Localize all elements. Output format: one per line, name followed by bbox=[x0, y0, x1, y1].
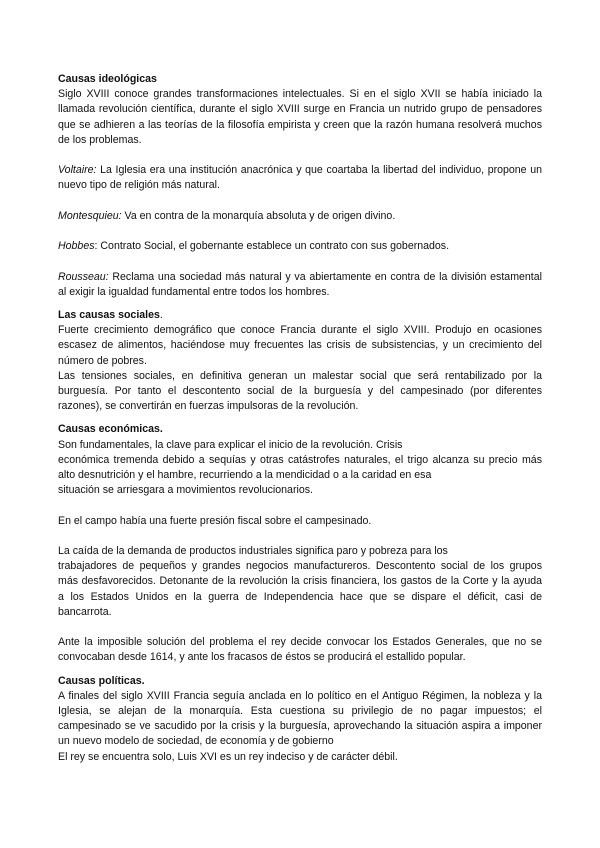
hobbes-text: : Contrato Social, el gobernante establece un contrato con sus gobernados. bbox=[94, 240, 450, 253]
voltaire-text: La Iglesia era una institución anacrónica y que coartaba la libertad del individuo, propone un bbox=[96, 164, 542, 177]
montesquieu-name: Montesquieu: bbox=[58, 209, 122, 222]
montesquieu-line bbox=[58, 209, 542, 224]
paragraph-line: que se adhieren a las teorías de la filosofía empirista y creen que la razón humana resolverá muchos bbox=[58, 118, 542, 131]
paragraph-line: nuevo tipo de religión más natural. bbox=[58, 179, 220, 192]
paragraph-line: convocaban desde 1614, y ante los fracasos de éstos se producirá el estallido popular. bbox=[58, 651, 466, 664]
heading-causas-ideologicas: Causas ideológicas bbox=[58, 73, 157, 85]
paragraph-line: Fuerte crecimiento demográfico que conoce Francia durante el siglo XVIII. Produjo en ocasiones bbox=[58, 324, 542, 337]
paragraph-line: bancarrota. bbox=[58, 605, 112, 618]
voltaire-line bbox=[58, 163, 542, 178]
paragraph-line: Son fundamentales, la clave para explicar el inicio de la revolución. Crisis bbox=[58, 438, 403, 451]
hobbes-name: Hobbes bbox=[58, 240, 95, 253]
heading-causas-sociales-line bbox=[58, 308, 542, 323]
voltaire-name: Voltaire: bbox=[58, 164, 97, 177]
paragraph-line: El rey se encuentra solo, Luis XVI es un rey indeciso y de carácter débil. bbox=[58, 750, 398, 763]
paragraph-line: Siglo XVIII conoce grandes transformaciones intelectuales. Si en el siglo XVII se había iniciado la bbox=[58, 88, 542, 101]
hobbes-line bbox=[58, 239, 542, 254]
paragraph-line: a los Estados Unidos en la guerra de Independencia hace que se dispare el déficit, casi de bbox=[58, 590, 542, 603]
rousseau-text: Reclama una sociedad más natural y va abiertamente en contra de la división estamental bbox=[108, 270, 542, 283]
paragraph-line: A finales del siglo XVIII Francia seguía anclada en lo político en el Antiguo Régimen, la nobleza y la bbox=[58, 689, 542, 702]
rousseau-name: Rousseau: bbox=[58, 270, 109, 283]
paragraph-line: situación se arriesgara a movimientos revolucionarios. bbox=[58, 484, 313, 497]
paragraph-line: En el campo había una fuerte presión fiscal sobre el campesinado. bbox=[58, 514, 372, 527]
paragraph-line: La caída de la demanda de productos industriales significa paro y pobreza para los bbox=[58, 545, 448, 557]
paragraph-line: Iglesia, se alejan de la monarquía. Esta cuestiona su privilegio de no pagar impuestos; el bbox=[58, 705, 542, 718]
paragraph-line: al exigir la igualdad fundamental entre todos los hombres. bbox=[58, 285, 330, 298]
paragraph-line: número de pobres. bbox=[58, 354, 147, 367]
heading-causas-politicas: Causas políticas. bbox=[58, 674, 145, 687]
paragraph-line: llamada revolución científica, durante el siglo XVIII surge en Francia un nutrido grupo de pensadores bbox=[58, 103, 542, 116]
paragraph-line: trabajadores de pequeños y grandes negocios manufactureros. Descontento social de los grupos bbox=[58, 560, 542, 573]
paragraph-line: razones), se convertirán en fuerzas impulsoras de la revolución. bbox=[58, 400, 359, 413]
paragraph-line: más desfavorecidos. Detonante de la revolución la crisis financiera, los gastos de la Corte y la ayuda bbox=[58, 575, 542, 588]
paragraph-line: alto desnutrición y el hambre, recurriendo a la mendicidad o a la caridad en esa bbox=[58, 469, 432, 482]
paragraph-line: escasez de alimentos, haciéndose muy frecuentes las crisis de subsistencias, y un crecimiento del bbox=[58, 339, 542, 352]
paragraph-line: de los problemas. bbox=[58, 133, 142, 146]
paragraph-line: Las tensiones sociales, en definitiva generan un malestar social que será rentabilizado por la bbox=[58, 369, 542, 382]
rousseau-line bbox=[58, 270, 542, 285]
montesquieu-text: Va en contra de la monarquía absoluta y de origen divino. bbox=[121, 209, 396, 222]
heading-causas-economicas: Causas económicas. bbox=[58, 423, 163, 436]
paragraph-line: económica tremenda debido a sequías y otras catástrofes naturales, el trigo alcanza su precio más bbox=[58, 453, 542, 466]
paragraph-line: Ante la imposible solución del problema el rey decide convocar los Estados Generales, que no se bbox=[58, 636, 542, 649]
heading-suffix: . bbox=[159, 308, 163, 321]
paragraph-line: un nuevo modelo de sociedad, de economía y de gobierno bbox=[58, 735, 334, 748]
paragraph-line: burguesía. Por tanto el descontento social de la burguesía y del campesinado (por diferentes bbox=[58, 385, 542, 397]
heading-causas-sociales: Las causas sociales bbox=[58, 308, 160, 321]
paragraph-line: campesinado se ve sacudido por la crisis y la burguesía, aprovechando la situación aspira a imponer bbox=[58, 720, 542, 733]
